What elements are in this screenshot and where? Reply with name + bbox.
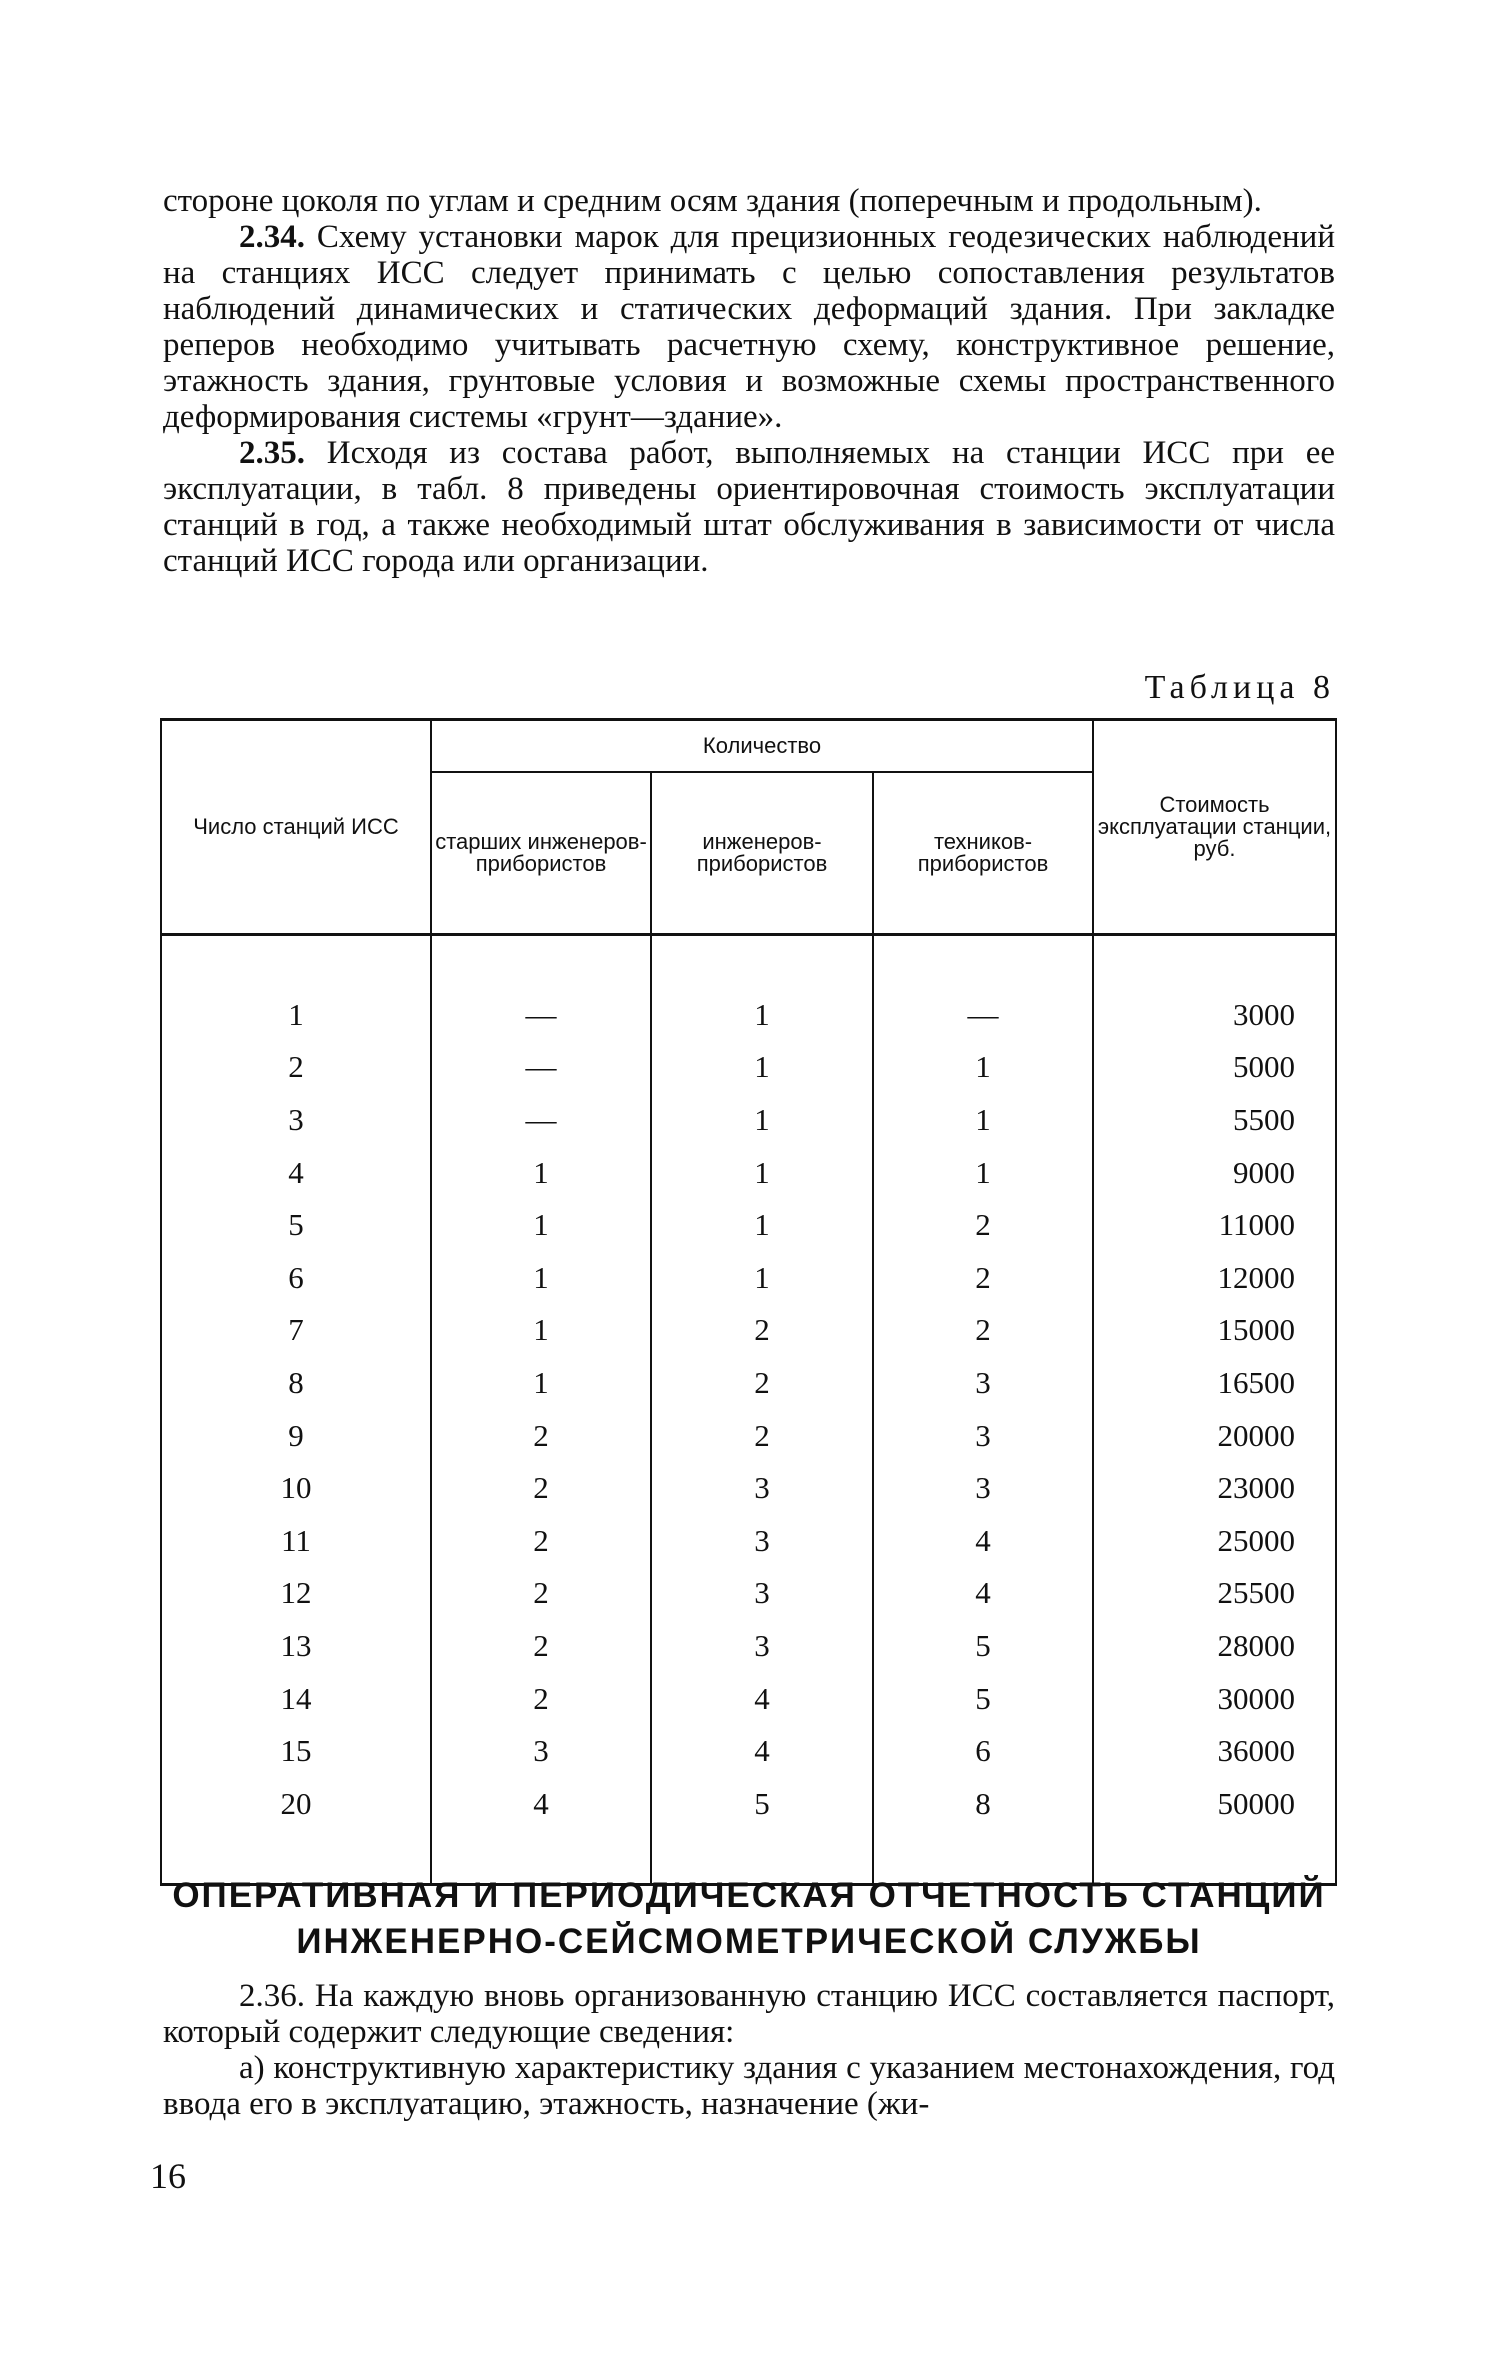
cell-engineers: 3	[651, 1620, 873, 1673]
cell-senior-engineers: 3	[431, 1725, 651, 1778]
cell-technicians: 3	[975, 1417, 991, 1453]
cell-senior-engineers: 2	[431, 1462, 651, 1515]
cell-senior-engineers: 1	[431, 1199, 651, 1252]
cell-senior-engineers: —	[431, 1094, 651, 1147]
cell-engineers: 1	[651, 1041, 873, 1094]
cell-senior-engineers: 2	[431, 1620, 651, 1673]
table-row	[161, 1304, 1336, 1357]
cell-cost: 25500	[1093, 1567, 1336, 1620]
cell-senior-engineers: 4	[431, 1778, 651, 1831]
table-row	[161, 1094, 1336, 1147]
table-row	[161, 1778, 1336, 1831]
paragraph-2-36	[163, 1978, 1335, 2050]
table-row	[161, 1620, 1336, 1673]
cell-stations: 15	[161, 1725, 431, 1778]
cell-engineers: 5	[651, 1778, 873, 1831]
cell-engineers: 2	[651, 1409, 873, 1462]
cell-stations: 9	[161, 1409, 431, 1462]
cell-engineers: 1	[651, 1094, 873, 1147]
cell-technicians: 3	[975, 1470, 991, 1506]
table-row	[161, 1199, 1336, 1252]
cell-engineers: 1	[651, 1146, 873, 1199]
cell-stations: 13	[161, 1620, 431, 1673]
cell-senior-engineers: 1	[431, 1304, 651, 1357]
paragraph-text: Схему установки марок для прецизионных геодезических наблюдений на станциях ИСС следует принимать с целью сопоставления результатов наблюдений динамических и статических деформаций здания. При закладке реперов необходимо учитывать расчетную схему, конструктивное решение, этажность здания, грунтовые условия и возможные схемы пространственного деформирования системы «грунт—здание».	[163, 219, 1335, 435]
cell-cost: 36000	[1093, 1725, 1336, 1778]
table-row	[161, 1462, 1336, 1515]
cell-engineers: 3	[651, 1567, 873, 1620]
cell-cost: 28000	[1093, 1620, 1336, 1673]
cell-technicians: 5	[975, 1680, 991, 1716]
cell-engineers: 1	[651, 1252, 873, 1305]
paragraph-2-34	[163, 219, 1335, 435]
cell-senior-engineers: 2	[431, 1515, 651, 1568]
cell-senior-engineers: —	[431, 989, 651, 1042]
table-row	[161, 1146, 1336, 1199]
cell-technicians: 4	[975, 1522, 991, 1558]
cost-staff-table	[160, 718, 1337, 1886]
header-cost: Стоимость эксплуатации станции, руб.	[1093, 720, 1336, 935]
intro-text	[163, 183, 1335, 579]
cell-stations: 5	[161, 1199, 431, 1252]
cell-stations: 4	[161, 1146, 431, 1199]
section-heading-line-1: ОПЕРАТИВНАЯ И ПЕРИОДИЧЕСКАЯ ОТЧЕТНОСТЬ СТАНЦИЙ	[172, 1876, 1326, 1915]
cell-technicians: 1	[975, 1102, 991, 1138]
table-row	[161, 1041, 1336, 1094]
section-heading	[163, 1873, 1335, 1965]
paragraph-number: 2.35.	[239, 435, 305, 471]
cell-cost: 5000	[1093, 1041, 1336, 1094]
page-number: 16	[150, 2156, 186, 2196]
cell-cost: 5500	[1093, 1094, 1336, 1147]
cell-technicians: 2	[975, 1312, 991, 1348]
cell-senior-engineers: 1	[431, 1357, 651, 1410]
cell-cost: 15000	[1093, 1304, 1336, 1357]
cell-engineers: 3	[651, 1515, 873, 1568]
cell-technicians: 6	[975, 1733, 991, 1769]
cell-engineers: 4	[651, 1725, 873, 1778]
paragraph-number: 2.34.	[239, 219, 305, 255]
table-row	[161, 1252, 1336, 1305]
table-row	[161, 1725, 1336, 1778]
header-senior-engineers: старших инженеров-прибористов	[431, 772, 651, 935]
cell-technicians: 1	[975, 1154, 991, 1190]
header-technicians: техников-прибористов	[873, 772, 1093, 935]
table-row	[161, 1357, 1336, 1410]
paragraph-text: Исходя из состава работ, выполняемых на станции ИСС при ее эксплуатации, в табл. 8 приведены ориентировочная стоимость эксплуатации станций в год, а также необходимый штат обслуживания в зависимости от числа станций ИСС города или организации.	[163, 435, 1335, 579]
paragraph-continuation: стороне цоколя по углам и средним осям здания (поперечным и продольным).	[163, 183, 1262, 219]
table-caption: Таблица 8	[1144, 669, 1335, 706]
cell-engineers: 2	[651, 1304, 873, 1357]
cell-cost: 23000	[1093, 1462, 1336, 1515]
cell-technicians: 2	[975, 1207, 991, 1243]
cell-technicians: 2	[975, 1259, 991, 1295]
cell-stations: 11	[161, 1515, 431, 1568]
cell-cost: 16500	[1093, 1357, 1336, 1410]
cell-cost: 9000	[1093, 1146, 1336, 1199]
cell-senior-engineers: —	[431, 1041, 651, 1094]
cell-cost: 12000	[1093, 1252, 1336, 1305]
paragraph-list-a: а) конструктивную характеристику здания с указанием местонахождения, год ввода его в эксплуатацию, этажность, назначение (жи-	[163, 2050, 1335, 2122]
cell-engineers: 2	[651, 1357, 873, 1410]
cell-engineers: 3	[651, 1462, 873, 1515]
cell-technicians: 4	[975, 1575, 991, 1611]
cell-technicians: 1	[975, 1049, 991, 1085]
cell-stations: 2	[161, 1041, 431, 1094]
cell-stations: 7	[161, 1304, 431, 1357]
cell-cost: 20000	[1093, 1409, 1336, 1462]
cell-cost: 25000	[1093, 1515, 1336, 1568]
outro-text	[163, 1978, 1335, 2122]
table-row	[161, 1672, 1336, 1725]
cell-senior-engineers: 2	[431, 1409, 651, 1462]
cell-engineers: 1	[651, 1199, 873, 1252]
cell-senior-engineers: 1	[431, 1252, 651, 1305]
header-engineers: инженеров-прибористов	[651, 772, 873, 935]
table-row	[161, 1567, 1336, 1620]
paragraph-text: На каждую вновь организованную станцию ИСС составляется паспорт, который содержит следующие сведения:	[163, 1978, 1335, 2050]
cell-stations: 20	[161, 1778, 431, 1831]
cell-stations: 6	[161, 1252, 431, 1305]
table-row	[161, 1409, 1336, 1462]
table-row	[161, 1515, 1336, 1568]
cell-technicians: 3	[975, 1365, 991, 1401]
cell-technicians: —	[967, 996, 999, 1032]
cell-technicians: 5	[975, 1628, 991, 1664]
cell-cost: 30000	[1093, 1672, 1336, 1725]
cell-cost: 50000	[1093, 1778, 1336, 1831]
cell-stations: 8	[161, 1357, 431, 1410]
cell-stations: 3	[161, 1094, 431, 1147]
cell-stations: 14	[161, 1672, 431, 1725]
paragraph-number: 2.36.	[239, 1978, 305, 2014]
paragraph-2-35	[163, 435, 1335, 579]
cell-senior-engineers: 2	[431, 1672, 651, 1725]
section-heading-line-2: ИНЖЕНЕРНО-СЕЙСМОМЕТРИЧЕСКОЙ СЛУЖБЫ	[296, 1922, 1202, 1961]
cell-engineers: 1	[651, 989, 873, 1042]
cell-technicians: 8	[975, 1785, 991, 1821]
header-stations: Число станций ИСС	[161, 720, 431, 935]
cell-stations: 1	[161, 989, 431, 1042]
cell-cost: 3000	[1093, 989, 1336, 1042]
cell-cost: 11000	[1093, 1199, 1336, 1252]
cell-engineers: 4	[651, 1672, 873, 1725]
table-row	[161, 989, 1336, 1042]
header-quantity: Количество	[431, 720, 1093, 773]
cell-stations: 10	[161, 1462, 431, 1515]
table-body	[161, 935, 1336, 1885]
cell-stations: 12	[161, 1567, 431, 1620]
cell-senior-engineers: 1	[431, 1146, 651, 1199]
cell-senior-engineers: 2	[431, 1567, 651, 1620]
